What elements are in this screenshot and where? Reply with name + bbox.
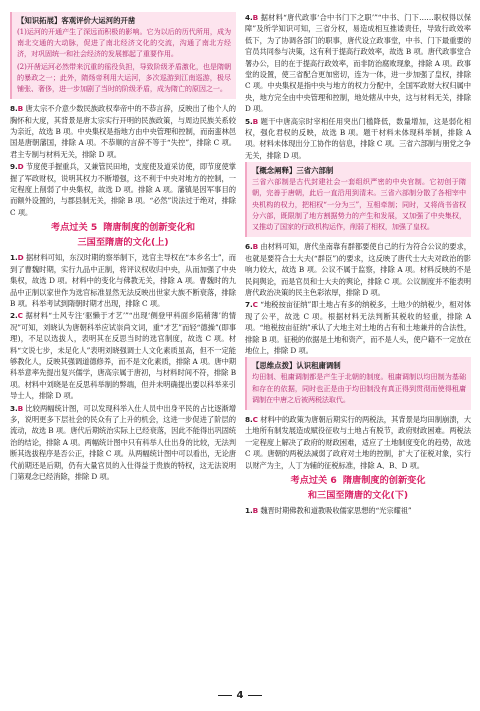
- answer-letter: B: [17, 104, 24, 114]
- box-paragraph: (2)开凿运河必然带来沉重的徭役负担，导致阶级矛盾激化，也是隋朝的暴政之一；此外，隋炀帝利用大运河，多次巡游到江南巡游，极尽铺张、奢侈，进一步加剧了当时的阶级矛盾，成为隋亡的原因之一。: [17, 61, 231, 94]
- answer-letter: D: [17, 162, 24, 172]
- answer-text: 魏晋时期佛教和道教吸收儒家思想的“光宗耀祖”: [260, 506, 412, 515]
- section-label: 考点过关 6: [290, 475, 337, 486]
- dash-left: [218, 695, 232, 696]
- answer-item: [245, 414, 471, 471]
- answer-letter: B: [252, 242, 259, 252]
- answer-text: 据材料可知，东汉时期的察举制下，选官主导权在“本乡名士”，而到了曹魏时期，实行九品中正制，将评议权收归中央，从而加强了中央集权，故选 D 项。材料中的变化与佛教无关，排除 A 项。曹魏时的九品中正制以家世作为选官标准显然无法反映出世家大族不断衰落，排除 B 项。科举考试到隋朝时期才出现，排除 C 项。: [10, 253, 236, 308]
- item-number: 3.: [10, 403, 18, 413]
- concept-explanation-box: [245, 162, 471, 237]
- answer-letter: B: [252, 506, 259, 515]
- box-title: 【知识拓展】客观评价大运河的开凿: [17, 16, 136, 25]
- answer-item: [10, 252, 236, 309]
- section-heading: [245, 473, 471, 503]
- answer-text: 据材料“士风专注‘驱懒于才艺’”“出现‘侧登甲科面乡陷稍薄’的情况”可知，刘晓认为唐朝科举应试崇尚文词，重“才艺”而轻“德操”(即事理)，不足以选拔人，表明其在反思当时的选官制度，故选 C 项。材料“文说七步，未足化人”表明刘晓强调士人文化素质虽高，但不一定能够教化人，反映其强调道德修养，而不是文化素质，排除 A 项。唐中期科举意率先提出复兴儒学，唐高宗属于唐初，与材料时间不符，排除 B 项。材料中刘晓是在反思科举制的弊端，但并未明确提出要以科举来引导士人，排除 D 项。: [10, 311, 236, 401]
- page-number-text: 4: [236, 690, 244, 701]
- box-paragraph: 三省六部制是古代封建社会一套组织严密的中央官制。它初创于隋朝，完善于唐朝，此后一直沿用到清末。三省六部制分散了各相宰中央机构的权力，把相权“一分为三”，互相牵制；同时，又将尚书省权分六部，既限制了地方割据势力的产生和发展，又加强了中央集权，又推动了国家的行政机构运作，削弱了相权，加强了皇权。: [252, 177, 466, 232]
- item-number: 8.: [10, 104, 18, 114]
- answer-letter: D: [17, 253, 24, 263]
- answer-item: [245, 299, 471, 356]
- answer-item: [245, 505, 471, 516]
- item-number: 8.: [245, 414, 253, 424]
- answer-item: [245, 12, 471, 115]
- left-column: [10, 12, 236, 483]
- answer-text: 据材料“唐代政事‘合中书门下之职’”“中书、门下……职权得以保障”及所学知识可知，三省分权，易造成相互推诿责任，导致行政效率低下，为了协调各部门的职事，唐代设立政事堂，中书、门下最重要的官员共同参与决策，这有利于提高行政效率，故选 B 项。唐代政事堂合署办公，目的在于提高行政效率，而非防治腐败现象，排除 A 项。政事堂的设置，使三省配合更加密切，连为一体，进一步加强了皇权，排除 C 项。中央集权是指中央与地方的权力分配中，全国军政财大权归属中央，地方完全由中央管理和控制，地处辖从中央，这与材料无关，排除 D 项。: [245, 13, 471, 114]
- item-number: 9.: [10, 162, 18, 172]
- knowledge-expansion-box: [10, 12, 236, 99]
- answer-text: 题干中唐高宗时宰相任用突出门槛降低，数量增加，这是弱化相权，强化君权的反映，故选 B 项。题干材料未体现科举制，排除 A 项。材料未体现出分工协作的信息，排除 C 项。三省六部制与朋党之争无关，排除 D 项。: [245, 116, 471, 160]
- answer-letter: C: [252, 414, 258, 424]
- answer-letter: C: [17, 311, 23, 321]
- box-paragraph: (1)运河的开通产生了深远而积极的影响。它为以后的历代所用，成为南北交通的大动脉，促进了南北经济文化的交流，沟通了南北方经济，对巩固统一和社会经济的发展都起了重要作用。: [17, 27, 231, 59]
- section-label: 考点过关 5: [50, 222, 98, 234]
- box-paragraph: 均田制、租庸调制都是产生于北朝的制度。租庸调制以均田制为基础和存在的依据，同时也正是由于均田制没有真正得到贯彻而使得租庸调制在中唐之后被两税法取代。: [252, 372, 466, 404]
- section-title-line2: 三国至隋唐的文化(上): [77, 237, 169, 249]
- box-title: 【思维点拨】认识租庸调制: [252, 361, 341, 371]
- answer-text: 材料中的政策为唐朝后期实行的两税法，其背景是均田制崩溃，大土地所有制发展造成赋役征收与土地占有脱节，政府财政困难。两税法一定程度上解决了政府的财政困难，适应了土地制度变化的趋势，故选 C 项。唐朝的两税法减弱了政府对土地的控制，扩大了征税对象，实行以财产为主，人丁为辅的征税标准，排除 A、B、D 项。: [245, 414, 471, 470]
- answer-text: “地税按亩征纳”即土地占有多的纳税多，土地少的纳税少，相对体现了公平，故选 C 项。根据材料无法判断其税收的轻重，排除 A 项。“地税按亩征纳”承认了大地主对土地的占有和土地兼并的合法性，排除 B 项。征税的依据是土地和资产，而不是人头，使户籍不一定放在地位上，排除 D 项。: [245, 300, 471, 355]
- answer-text: 比较两幅统计图，可以发现科举入仕人员中出身平民的占比逐渐增多，说明更多下层社会的民众有了上升的机会，这进一步促进了阶层的流动，故选 B 项。唐代后期统治实际上已经衰落，因此不能得出巩固统治的结论，排除 A 项。两幅统计图中只有科举人仕出身的比较，无法判断其选拔程序是否公正，排除 C 项。从两幅统计图中可以看出，无论唐代前期还是后期，仍有大量官员的入仕得益于贵族的特权，这无法说明门第观念已经消除，排除 D 项。: [10, 403, 236, 481]
- answer-text: 节度使手握重兵，又兼管民田地，支度使及道采访使，即节度使掌握了军政财权，说明其权力不断增强，这不利于中央对地方的控制，一定程度上削弱了中央集权，故选 D 项。排除 A 项。藩镇是因军事目的而额外设置的，与郡县制无关，排除 B 项。“必然”说法过于绝对，排除 C 项。: [10, 162, 236, 217]
- item-number: 7.: [245, 300, 253, 310]
- answer-item: [10, 103, 236, 160]
- item-number: 5.: [245, 116, 253, 126]
- box-title: 【概念阐释】三省六部制: [252, 166, 334, 176]
- answer-item: [10, 403, 236, 483]
- answer-item: [245, 241, 471, 298]
- answer-letter: B: [252, 116, 259, 126]
- answer-letter: C: [252, 300, 258, 310]
- item-number: 6.: [245, 242, 253, 252]
- answer-letter: B: [17, 403, 24, 413]
- dash-right: [248, 695, 262, 696]
- answer-item: [10, 310, 236, 401]
- answer-item: [10, 161, 236, 218]
- answer-text: 由材料可知，唐代坐南靠有群都要使自己的行为符合公议的要求，也就是要符合士大夫(“群臣”)的要求，这反映了唐代士大夫对政治的影响力较大，故选 B 项。公议不属于监察，排除 A 项。材料反映的不是民间舆论，而是官员和士大夫的舆论，排除 C 项。公议制度并不能表明唐代政治决策的民主色彩浓厚，排除 D 项。: [245, 242, 471, 297]
- item-number: 1.: [10, 253, 18, 263]
- section-title-line1: 隋唐制度的创新变化: [342, 475, 426, 486]
- item-number: 1.: [245, 506, 253, 515]
- right-column: [245, 12, 471, 517]
- thinking-tips-box: [245, 357, 471, 410]
- answer-item: [245, 116, 471, 162]
- item-number: 2.: [10, 311, 18, 321]
- answer-text: 唐太宗不介意少数民族政权奉帝中的不恭言辞，反映出了他个人的胸怀和大度，其背景是唐太宗实行开明的民族政策，与周边民族关系较为亲近，故选 B 项。中央集权是指地方由中央管理和控制，而南蛮林邑国是唐朝藩国，排除 A 项。不恭顺的言辞不等于“失控”，排除 C 项。君主专制与材料无关，排除 D 项。: [10, 104, 236, 159]
- page-number: [0, 690, 480, 701]
- item-number: 4.: [245, 13, 253, 22]
- section-heading: [10, 220, 236, 250]
- answer-letter: B: [252, 13, 259, 22]
- section-title-line2: 和三国至隋唐的文化(下): [307, 490, 409, 501]
- section-title-line1: 隋唐制度的创新变化和: [103, 222, 196, 234]
